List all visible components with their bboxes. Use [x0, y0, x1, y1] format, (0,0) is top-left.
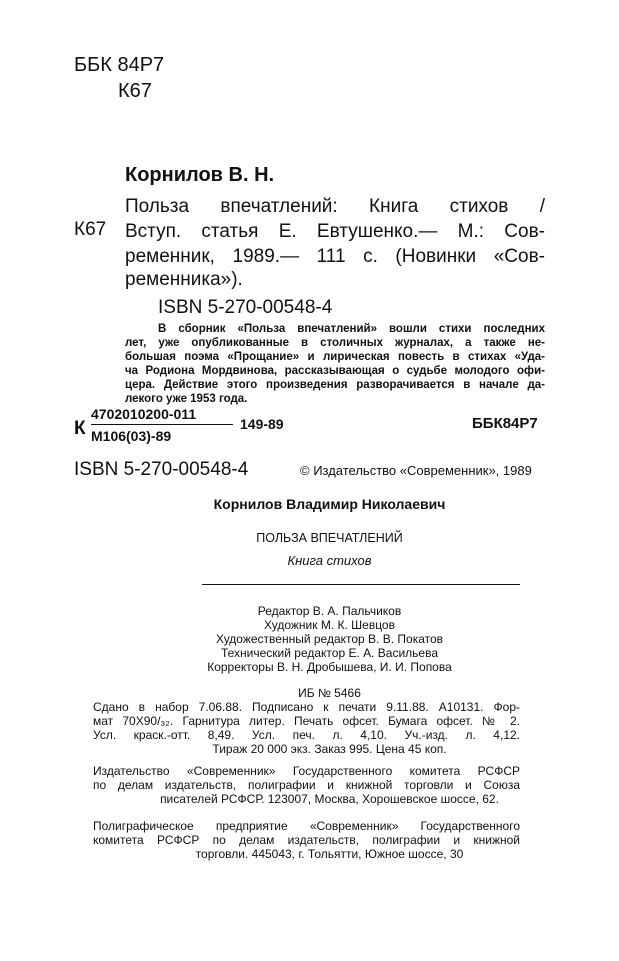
- classification-number: 149-89: [240, 416, 284, 432]
- separator-rule: [202, 584, 520, 585]
- imprint-line-4: Тираж 20 000 экз. Заказ 995. Цена 45 коп.: [212, 742, 447, 756]
- classification-denominator: М106(03)-89: [91, 428, 172, 444]
- entry-line-4: ременника»).: [125, 269, 243, 290]
- copyright-isbn: ISBN 5-270-00548-4: [74, 459, 249, 480]
- annotation-line-4: ча Родиона Мордвинова, рассказывающая о судьбе молодого офи-: [125, 365, 545, 377]
- imprint-line-3: Усл. краск.-отт. 8,49. Усл. печ. л. 4,10. Уч.-изд. л. 4,12.: [93, 728, 520, 742]
- publisher-line-1: Издательство «Современник» Государственного комитета РСФСР: [93, 764, 520, 778]
- entry-line-2: Вступ. статья Е. Евтушенко.— М.: Сов-: [125, 221, 545, 242]
- imprint-line-2: мат 70Х90/₃₂. Гарнитура литер. Печать офсет. Бумага офсет. № 2.: [93, 714, 520, 728]
- classification-bbk: ББК84Р7: [472, 415, 538, 432]
- credit-proofreaders: Корректоры В. Н. Дробышева, И. И. Попова: [207, 660, 452, 674]
- printer-line-1: Полиграфическое предприятие «Современник» Государственного: [93, 819, 520, 833]
- copyright-notice: © Издательство «Современник», 1989: [300, 463, 532, 478]
- entry-isbn: ISBN 5-270-00548-4: [158, 297, 333, 318]
- author-mark-code: К67: [118, 80, 152, 102]
- publisher-line-2: по делам издательств, полиграфии и книжной торговли и Союза: [93, 778, 520, 792]
- classification-numerator: 4702010200-011: [91, 406, 197, 422]
- credit-artist: Художник М. К. Шевцов: [264, 618, 395, 632]
- book-title: ПОЛЬЗА ВПЕЧАТЛЕНИЙ: [256, 531, 403, 545]
- entry-author: Корнилов В. Н.: [125, 164, 275, 186]
- classification-letter: К: [74, 418, 86, 439]
- bbk-code: ББК 84Р7: [74, 54, 165, 76]
- printer-line-3: торговли. 445043, г. Тольятти, Южное шоссе, 30: [195, 847, 464, 861]
- credit-tech-editor: Технический редактор Е. А. Васильева: [220, 646, 439, 660]
- entry-line-3: ременник, 1989.— 111 с. (Новинки «Сов-: [125, 246, 545, 267]
- author-full-name: Корнилов Владимир Николаевич: [213, 496, 446, 512]
- annotation-line-3: большая поэма «Прощание» и лирическая повесть в стихах «Уда-: [125, 351, 545, 363]
- credit-art-editor: Художественный редактор В. В. Покатов: [215, 632, 444, 646]
- fraction-bar: [91, 424, 233, 425]
- entry-side-code: К67: [74, 219, 107, 240]
- annotation-line-6: лекого уже 1953 года.: [125, 393, 248, 405]
- annotation-line-2: лет, уже опубликованные в столичных журналах, а также не-: [125, 337, 545, 349]
- publisher-line-3: писателей РСФСР. 123007, Москва, Хорошевское шоссе, 62.: [160, 792, 499, 806]
- book-subtitle: Книга стихов: [287, 553, 372, 568]
- entry-line-1: Польза впечатлений: Книга стихов /: [125, 196, 545, 217]
- annotation-line-5: цера. Действие этого произведения разворачивается в начале да-: [125, 379, 545, 391]
- printer-line-2: комитета РСФСР по делам издательств, полиграфии и книжной: [93, 833, 520, 847]
- imprint-line-1: Сдано в набор 7.06.88. Подписано к печати 9.11.88. А10131. Фор-: [93, 700, 520, 714]
- credit-editor: Редактор В. А. Пальчиков: [257, 604, 402, 618]
- annotation-line-1: В сборник «Польза впечатлений» вошли стихи последних: [158, 323, 545, 335]
- imprint-ib: ИБ № 5466: [298, 686, 361, 700]
